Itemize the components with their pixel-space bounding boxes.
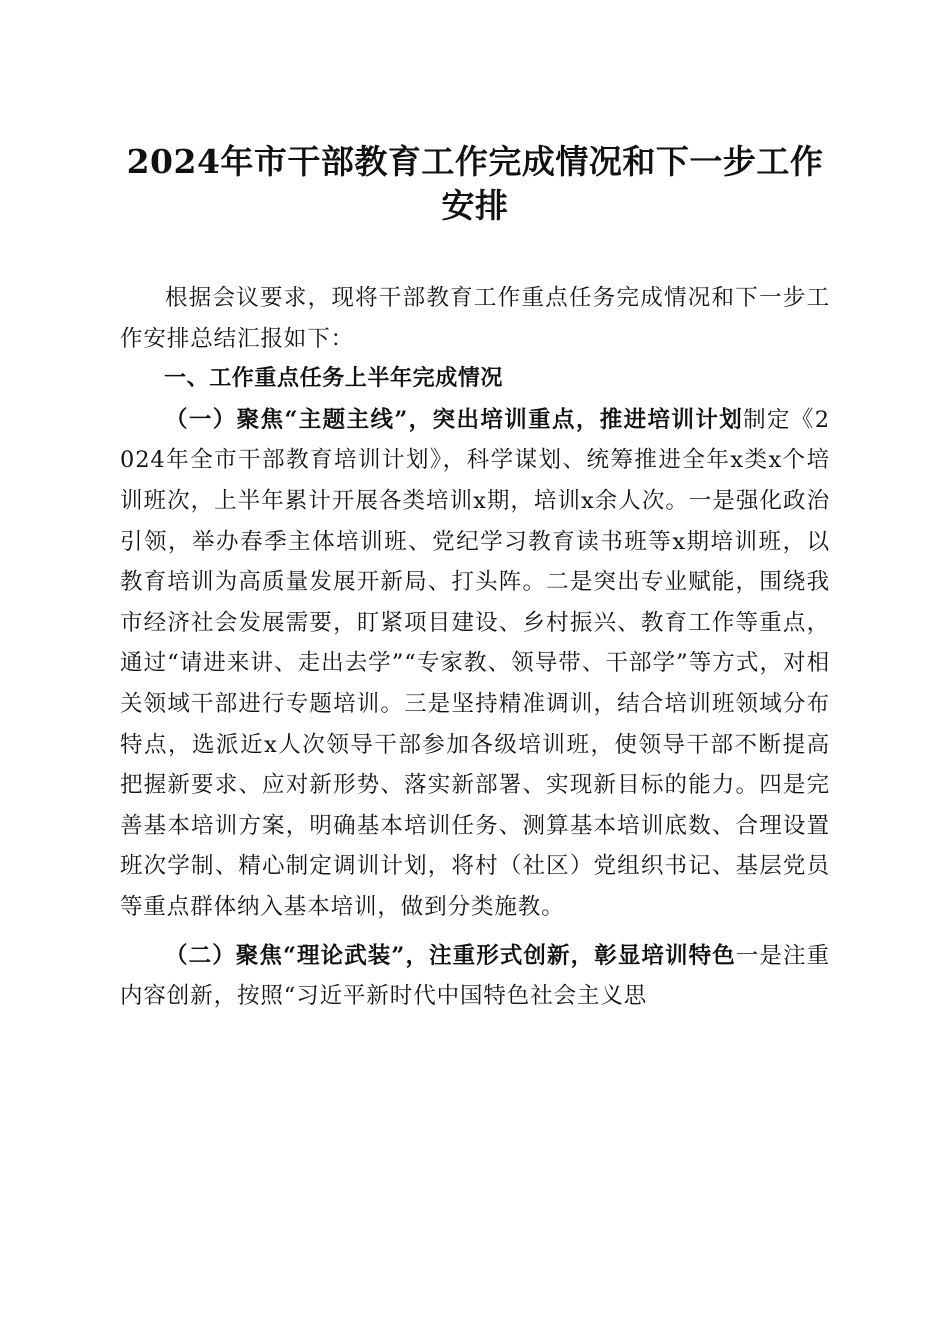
subsection-heading-2: （二）聚焦“理论武装”，注重形式创新，彰显培训特色 bbox=[165, 942, 736, 969]
intro-paragraph: 根据会议要求，现将干部教育工作重点任务完成情况和下一步工作安排总结汇报如下： bbox=[120, 285, 830, 352]
document-body bbox=[120, 278, 830, 1017]
section-heading-1: 一、工作重点任务上半年完成情况 bbox=[164, 366, 504, 392]
subsection-2-paragraph bbox=[120, 936, 830, 1017]
subsection-heading-1: （一）聚焦“主题主线”，突出培训重点，推进培训计划 bbox=[165, 406, 744, 433]
subsection-1-text: 制定《2024年全市干部教育培训计划》，科学谋划、统筹推进全年x类x个培训班次，上半年累计开展各类培训x期，培训x余人次。一是强化政治引领，举办春季主体培训班、党纪学习教育读书班等x期培训班，以教育培训为高质量发展开新局、打头阵。二是突出专业赋能，围绕我市经济社会发展需要，盯紧项目建设、乡村振兴、教育工作等重点，通过“请进来讲、走出去学”“专家教、领导带、干部学”等方式，对相关领域干部进行专题培训。三是坚持精准调训，结合培训班领域分布特点，选派近x人次领导干部参加各级培训班，使领导干部不断提高把握新要求、应对新形势、落实新部署、实现新目标的能力。四是完善基本培训方案，明确基本培训任务、测算基本培训底数、合理设置班次学制、精心制定调训计划，将村（社区）党组织书记、基层党员等重点群体纳入基本培训，做到分类施教。 bbox=[120, 406, 830, 920]
subsection-1-paragraph bbox=[120, 400, 830, 928]
document-title: 2024年市干部教育工作完成情况和下一步工作安排 bbox=[126, 142, 824, 225]
paragraph-gap bbox=[120, 928, 830, 936]
subsection-2-text: 一是注重内容创新，按照“习近平新时代中国特色社会主义思 bbox=[120, 942, 830, 1010]
